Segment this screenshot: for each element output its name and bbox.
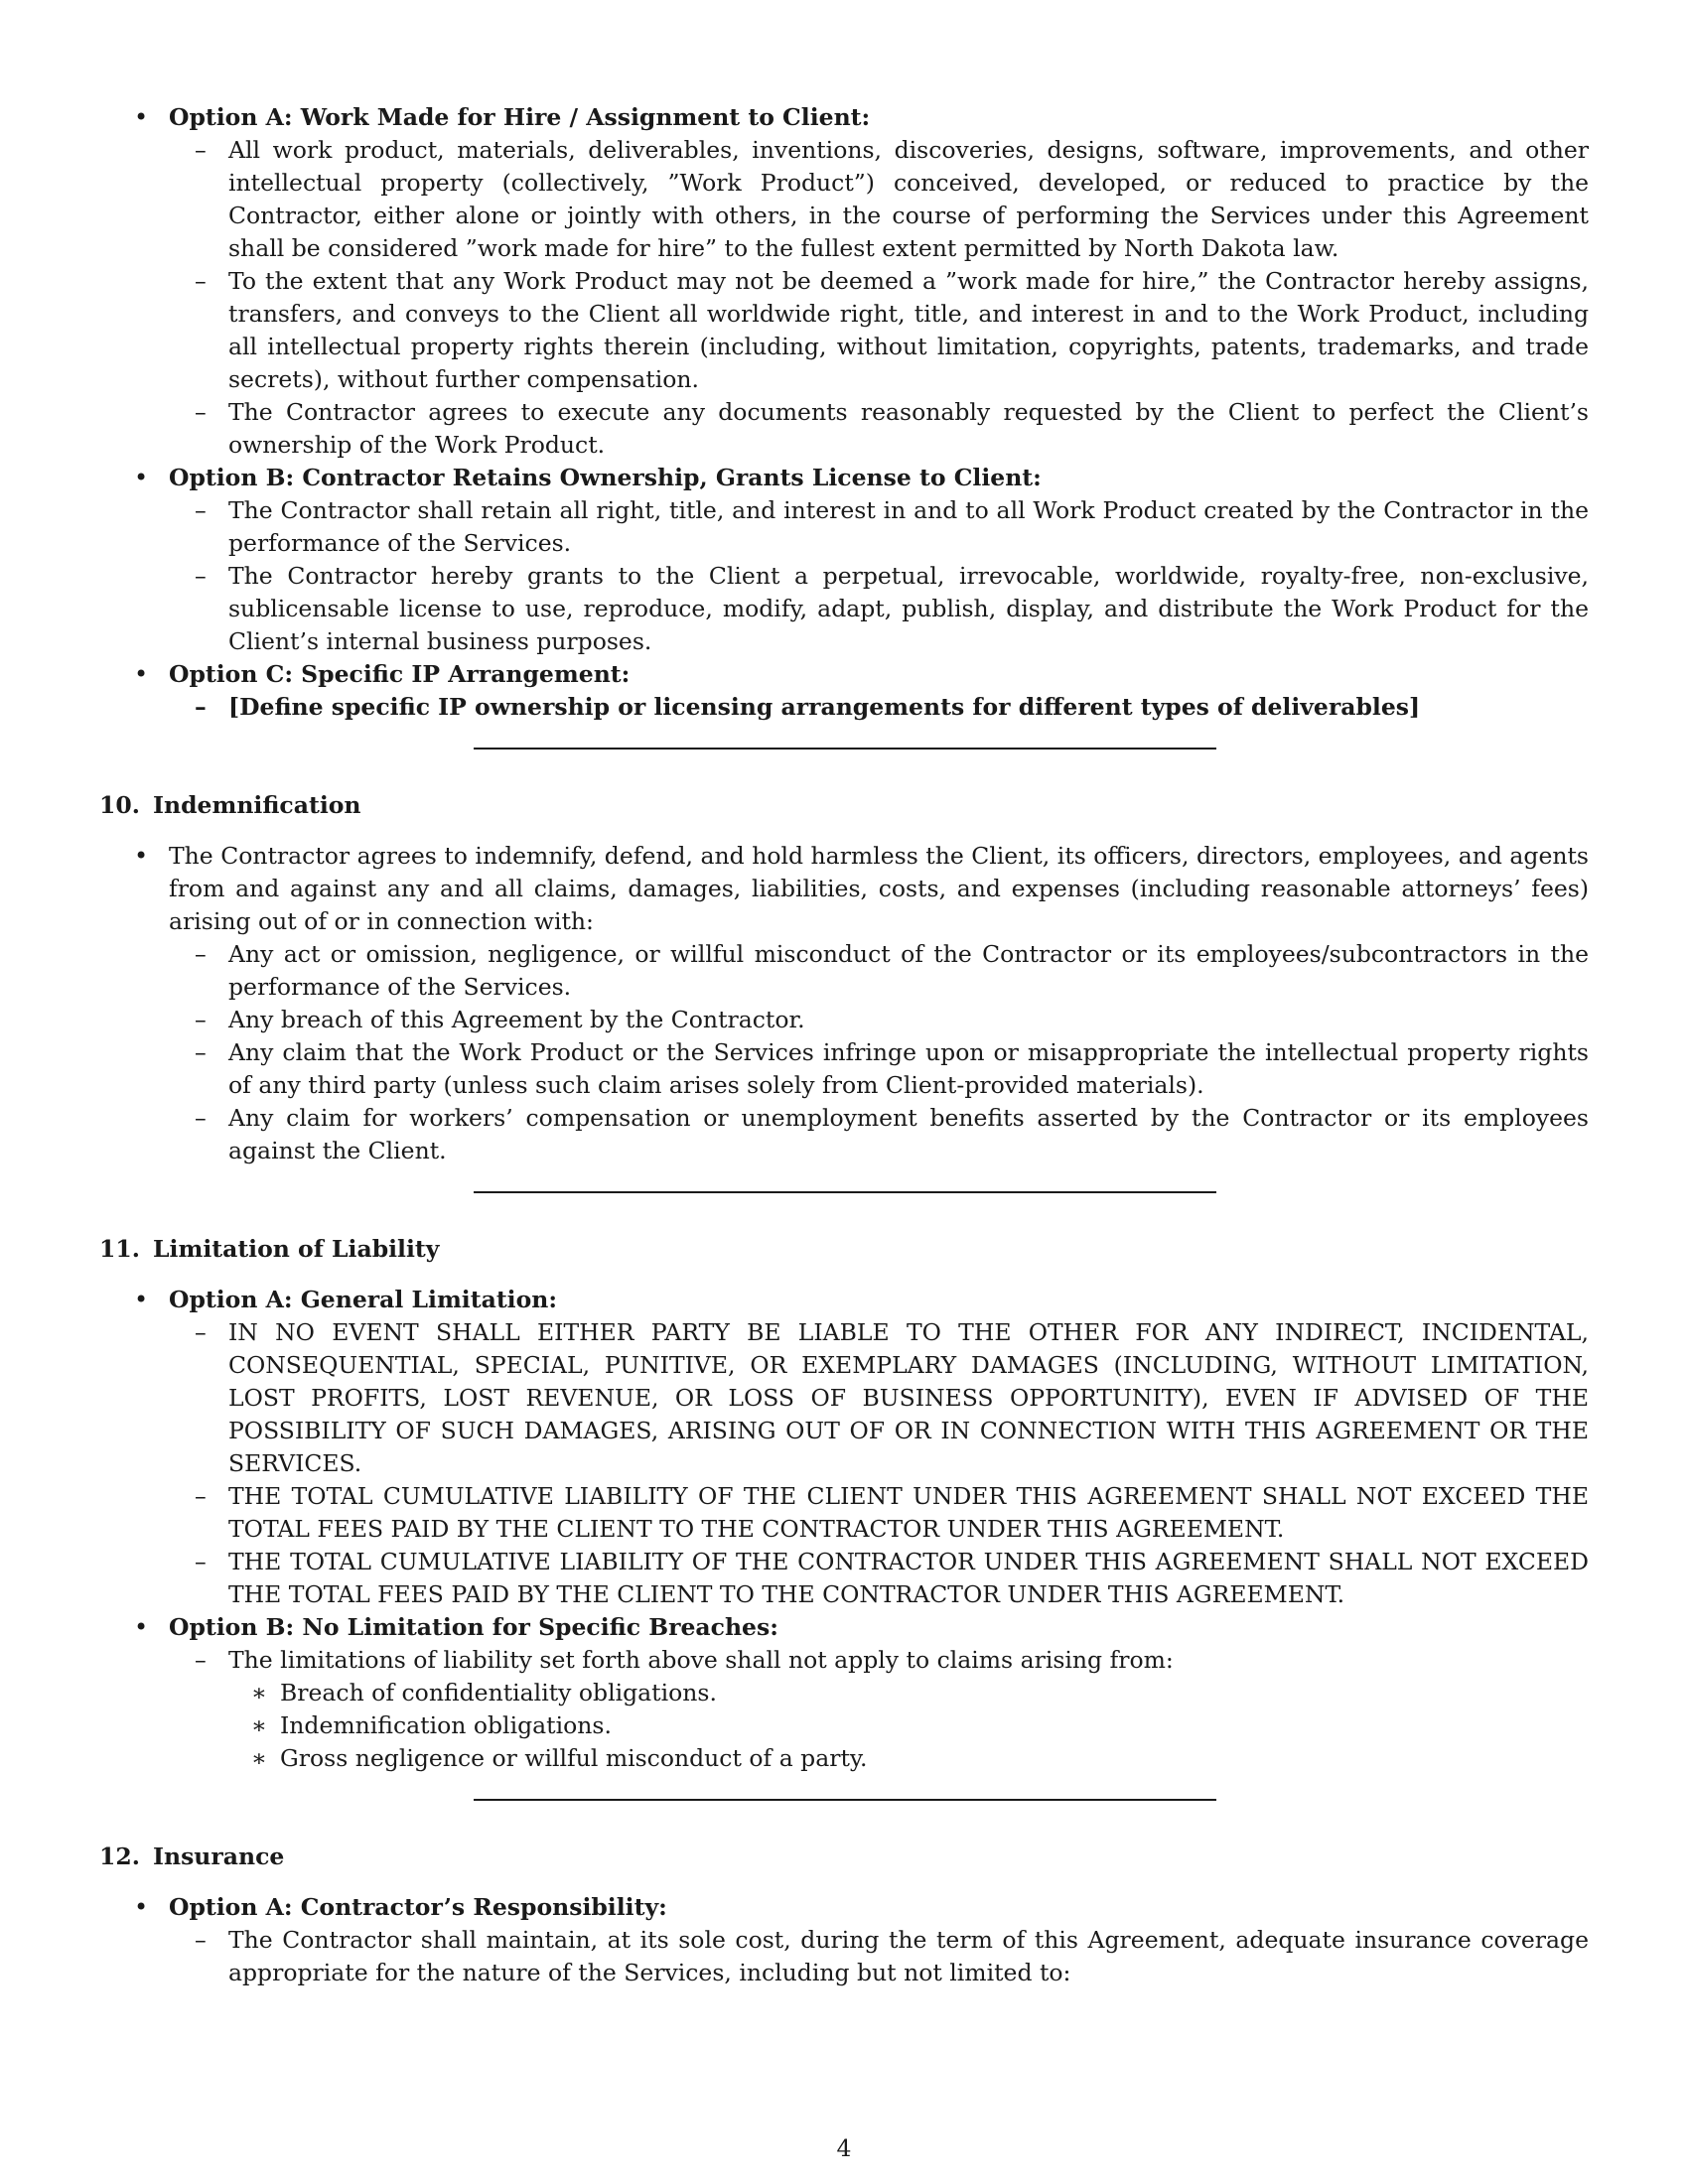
- list-item: [169, 1644, 1589, 1775]
- ip-options-list: [99, 101, 1589, 724]
- list-item: – The Contractor shall maintain, at its sole cost, during the term of this Agreement, adequate insurance coverage appropriate for the nature of the Services, including but not limited to:: [169, 1924, 1589, 1989]
- list-item: – The Contractor shall retain all right, title, and interest in and to all Work Product created by the Contractor in the performance of the Services.: [169, 494, 1589, 560]
- section-number: 10.: [99, 791, 140, 819]
- section-divider: [99, 1167, 1589, 1223]
- option-title: • Option B: Contractor Retains Ownership, Grants License to Client:: [169, 464, 1042, 491]
- indemnification-intro: • The Contractor agrees to indemnify, defend, and hold harmless the Client, its officers, directors, employees, and agents from and against any and all claims, damages, liabilities, costs, and expenses (including reasonable attorneys’ fees) arising out of or in connection with:: [169, 842, 1589, 935]
- list-item: – Any claim for workers’ compensation or unemployment benefits asserted by the Contractor or its employees against the Client.: [169, 1102, 1589, 1167]
- indemnification-list: [99, 840, 1589, 1167]
- list-item: – The Contractor hereby grants to the Client a perpetual, irrevocable, worldwide, royalty-free, non-exclusive, sublicensable license to use, reproduce, modify, adapt, publish, display, and distribute the Work Product for the Client’s internal business purposes.: [169, 560, 1589, 658]
- option-title: • Option A: Contractor’s Responsibility:: [169, 1893, 667, 1921]
- insurance-options-list: [99, 1891, 1589, 1989]
- ip-option-a: [99, 101, 1589, 462]
- ip-option-c: [99, 658, 1589, 724]
- liability-option-a: [99, 1284, 1589, 1611]
- section-title: Indemnification: [153, 791, 361, 819]
- section-10-heading: [99, 789, 1589, 822]
- section-divider: [99, 1775, 1589, 1831]
- sub-list-item: ∗ Gross negligence or willful misconduct of a party.: [228, 1742, 1589, 1775]
- sub-list-item: ∗ Breach of confidentiality obligations.: [228, 1677, 1589, 1709]
- list-item: – The Contractor agrees to execute any documents reasonably requested by the Client to perfect the Client’s ownership of the Work Product.: [169, 396, 1589, 462]
- list-item: – [Define specific IP ownership or licensing arrangements for different types of deliverables]: [169, 691, 1589, 724]
- indemnification-item: [99, 840, 1589, 1167]
- liability-options-list: [99, 1284, 1589, 1775]
- list-item: – IN NO EVENT SHALL EITHER PARTY BE LIABLE TO THE OTHER FOR ANY INDIRECT, INCIDENTAL, CONSEQUENTIAL, SPECIAL, PUNITIVE, OR EXEMPLARY DAMAGES (INCLUDING, WITHOUT LIMITATION, LOST PROFITS, LOST REVENUE, OR LOSS OF BUSINESS OPPORTUNITY), EVEN IF ADVISED OF THE POSSIBILITY OF SUCH DAMAGES, ARISING OUT OF OR IN CONNECTION WITH THIS AGREEMENT OR THE SERVICES.: [169, 1316, 1589, 1480]
- list-item: – Any breach of this Agreement by the Contractor.: [169, 1004, 1589, 1036]
- page-number: 4: [836, 2134, 852, 2162]
- list-item: – THE TOTAL CUMULATIVE LIABILITY OF THE CONTRACTOR UNDER THIS AGREEMENT SHALL NOT EXCEED THE TOTAL FEES PAID BY THE CLIENT TO THE CONTRACTOR UNDER THIS AGREEMENT.: [169, 1546, 1589, 1611]
- page-content: [99, 101, 1589, 1989]
- section-number: 11.: [99, 1235, 140, 1263]
- option-title: • Option B: No Limitation for Specific Breaches:: [169, 1613, 778, 1641]
- option-title: • Option A: Work Made for Hire / Assignment to Client:: [169, 103, 871, 131]
- section-11-heading: [99, 1233, 1589, 1266]
- list-item: – All work product, materials, deliverables, inventions, discoveries, designs, software, improvements, and other intellectual property (collectively, ”Work Product”) conceived, developed, or reduced to practice by the Contractor, either alone or jointly with others, in the course of performing the Services under this Agreement shall be considered ”work made for hire” to the fullest extent permitted by North Dakota law.: [169, 134, 1589, 265]
- option-title: • Option C: Specific IP Arrangement:: [169, 660, 631, 688]
- sub-list-item: ∗ Indemnification obligations.: [228, 1709, 1589, 1742]
- list-item: – Any claim that the Work Product or the Services infringe upon or misappropriate the intellectual property rights of any third party (unless such claim arises solely from Client-provided materials).: [169, 1036, 1589, 1102]
- insurance-option-a: [99, 1891, 1589, 1989]
- section-12-heading: [99, 1841, 1589, 1873]
- liability-option-b: [99, 1611, 1589, 1775]
- list-item: – Any act or omission, negligence, or willful misconduct of the Contractor or its employees/subcontractors in the performance of the Services.: [169, 938, 1589, 1004]
- section-title: Limitation of Liability: [153, 1235, 440, 1263]
- ip-option-b: [99, 462, 1589, 658]
- option-title: • Option A: General Limitation:: [169, 1286, 558, 1313]
- section-divider: [99, 724, 1589, 779]
- section-title: Insurance: [153, 1843, 285, 1870]
- list-item: – To the extent that any Work Product may not be deemed a ”work made for hire,” the Contractor hereby assigns, transfers, and conveys to the Client all worldwide right, title, and interest in and to the Work Product, including all intellectual property rights therein (including, without limitation, copyrights, patents, trademarks, and trade secrets), without further compensation.: [169, 265, 1589, 396]
- section-number: 12.: [99, 1843, 140, 1870]
- list-item: – THE TOTAL CUMULATIVE LIABILITY OF THE CLIENT UNDER THIS AGREEMENT SHALL NOT EXCEED THE TOTAL FEES PAID BY THE CLIENT TO THE CONTRACTOR UNDER THIS AGREEMENT.: [169, 1480, 1589, 1546]
- list-item-text: – The limitations of liability set forth above shall not apply to claims arising from:: [228, 1646, 1174, 1674]
